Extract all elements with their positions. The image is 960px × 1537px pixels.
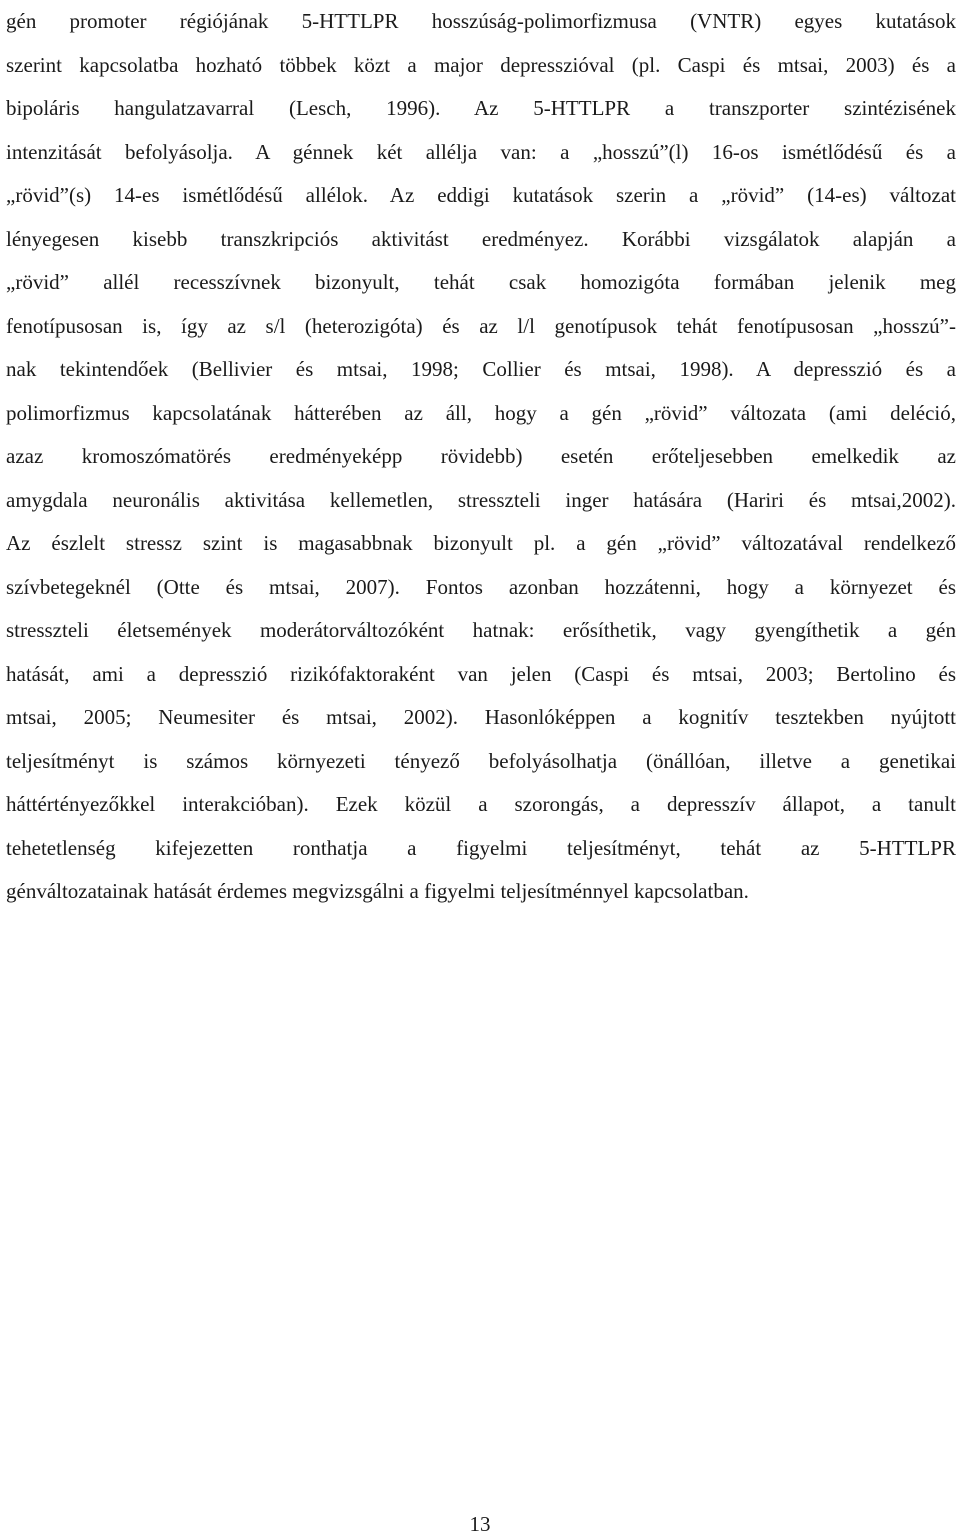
text-line: génváltozatainak hatását érdemes megvizsgálni a figyelmi teljesítménnyel kapcsolatban.: [6, 879, 749, 903]
page-number: 13: [469, 1512, 491, 1536]
text-line: bipoláris hangulatzavarral (Lesch, 1996). Az 5-HTTLPR a transzporter szintézisének: [6, 96, 956, 120]
text-line: amygdala neuronális aktivitása kellemetlen, stresszteli inger hatására (Hariri és mtsai,2002).: [6, 487, 956, 512]
text-line: „rövid” allél recesszívnek bizonyult, tehát csak homozigóta formában jelenik meg: [6, 270, 956, 294]
text-line: gén promoter régiójának 5-HTTLPR hosszúság-polimorfizmusa (VNTR) egyes kutatások: [6, 9, 956, 33]
text-line: „rövid”(s) 14-es ismétlődésű allélok. Az eddigi kutatások szerin a „rövid” (14-es) változat: [6, 183, 956, 207]
text-line: intenzitását befolyásolja. A génnek két allélja van: a „hosszú”(l) 16-os ismétlődésű és a: [6, 139, 956, 164]
text-line: mtsai, 2005; Neumesiter és mtsai, 2002). Hasonlóképpen a kognitív tesztekben nyújtott: [6, 705, 956, 729]
text-line: hatását, ami a depresszió rizikófaktoraként van jelen (Caspi és mtsai, 2003; Bertolino és: [6, 661, 956, 686]
body-paragraph: [6, 0, 956, 914]
text-line: szerint kapcsolatba hozható többek közt a major depresszióval (pl. Caspi és mtsai, 2003) és a: [6, 52, 956, 77]
text-line: lényegesen kisebb transzkripciós aktivitást eredményez. Korábbi vizsgálatok alapján a: [6, 226, 956, 251]
text-line: háttértényezőkkel interakcióban). Ezek közül a szorongás, a depresszív állapot, a tanult: [6, 792, 956, 816]
text-line: Az észlelt stressz szint is magasabbnak bizonyult pl. a gén „rövid” változatával rendelkező: [6, 531, 956, 555]
text-line: nak tekintendőek (Bellivier és mtsai, 1998; Collier és mtsai, 1998). A depresszió és a: [6, 357, 956, 381]
text-line: tehetetlenség kifejezetten ronthatja a figyelmi teljesítményt, tehát az 5-HTTLPR: [6, 835, 956, 860]
text-line: teljesítményt is számos környezeti tényező befolyásolhatja (önállóan, illetve a genetikai: [6, 748, 956, 773]
text-line: stresszteli életsemények moderátorváltozóként hatnak: erősíthetik, vagy gyengíthetik a gén: [6, 618, 956, 642]
text-line: azaz kromoszómatörés eredményeképp rövidebb) esetén erőteljesebben emelkedik az: [6, 444, 956, 468]
text-line: fenotípusosan is, így az s/l (heterozigóta) és az l/l genotípusok tehát fenotípusosan „hosszú”-: [6, 313, 956, 338]
text-line: szívbetegeknél (Otte és mtsai, 2007). Fontos azonban hozzátenni, hogy a környezet és: [6, 574, 956, 599]
text-line: polimorfizmus kapcsolatának hátterében az áll, hogy a gén „rövid” változata (ami deléció,: [6, 400, 956, 425]
